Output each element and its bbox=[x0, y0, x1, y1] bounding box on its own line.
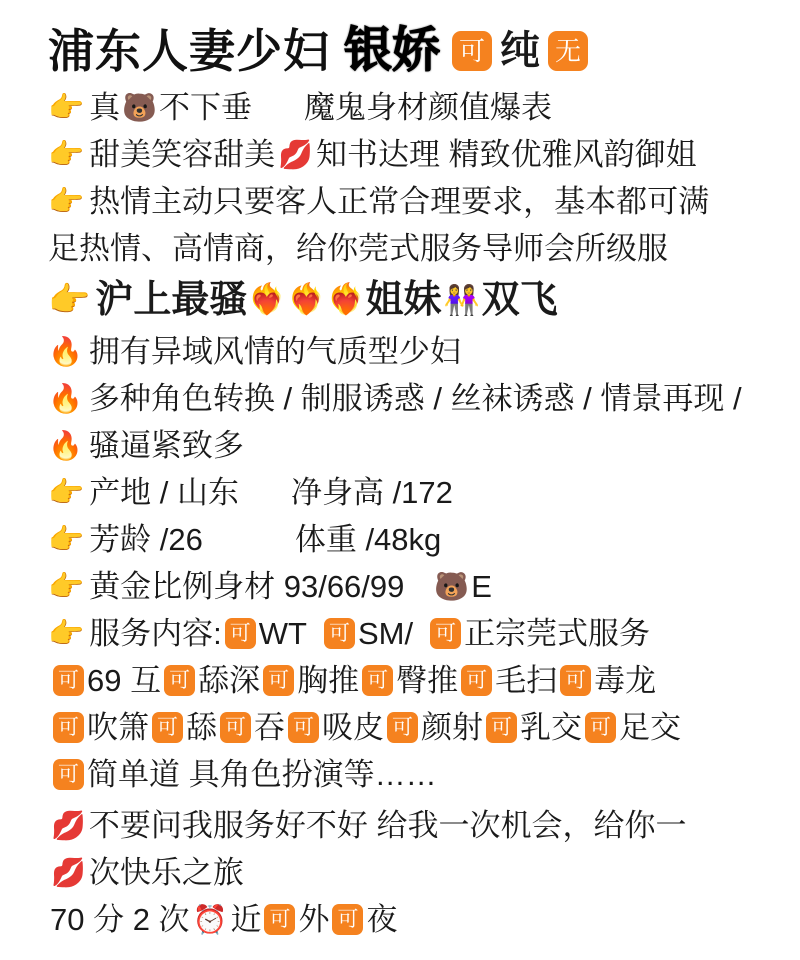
service-item-wt: WT bbox=[258, 616, 307, 651]
list-item bbox=[48, 849, 782, 896]
fire-icon: 🔥 bbox=[48, 381, 83, 415]
bear-icon: 🐻 bbox=[434, 569, 470, 603]
pointing-hand-icon: 👉 bbox=[48, 280, 91, 320]
badge-ke: 可 bbox=[164, 665, 195, 696]
heart-on-fire-icon: ❤️‍🔥 bbox=[327, 282, 365, 317]
line-11-text-a: 黄金比例身材 93/66/99 bbox=[89, 569, 405, 604]
list-item-highlight bbox=[48, 272, 782, 328]
service-tun: 吞 bbox=[254, 710, 285, 745]
line-1-text-b: 不下垂 bbox=[158, 90, 252, 125]
line-18-text-a: 70 分 2 次 bbox=[50, 902, 190, 937]
badge-ke: 可 bbox=[53, 759, 84, 790]
kiss-lips-icon: 💋 bbox=[51, 808, 86, 842]
service-chuixiao: 吹箫 bbox=[87, 710, 149, 745]
line-5-text-c: 双飞 bbox=[481, 279, 558, 321]
pointing-hand-icon: 👉 bbox=[48, 137, 85, 171]
badge-ke-title: 可 bbox=[452, 31, 492, 71]
list-item-continuation bbox=[48, 225, 782, 272]
line-5-text-b: 姐妹 bbox=[365, 279, 442, 321]
service-tuntui: 臀推 bbox=[396, 663, 459, 698]
title-nickname: 银娇 bbox=[344, 24, 441, 77]
badge-ke: 可 bbox=[152, 712, 183, 743]
list-item-services bbox=[48, 751, 782, 798]
list-item bbox=[48, 563, 782, 610]
line-3-text: 热情主动只要客人正常合理要求，基本都可满 bbox=[89, 184, 710, 219]
title-main-text: 浦东人妻少妇 bbox=[48, 25, 330, 77]
badge-ke: 可 bbox=[264, 904, 295, 935]
line-8-text: 骚逼紧致多 bbox=[88, 428, 244, 463]
service-yanshe: 颜射 bbox=[421, 710, 483, 745]
service-xiongtui: 胸推 bbox=[297, 663, 360, 698]
service-item-dongshi: 正宗莞式服务 bbox=[464, 616, 651, 651]
line-4-text: 足热情、高情商，给你莞式服务导师会所级服 bbox=[48, 231, 668, 266]
line-9-text-b: 净身高 /172 bbox=[290, 475, 453, 510]
badge-ke: 可 bbox=[486, 712, 517, 743]
pointing-hand-icon: 👉 bbox=[48, 522, 85, 556]
badge-ke: 可 bbox=[332, 904, 363, 935]
line-2-text-b: 知书达理 精致优雅风韵御姐 bbox=[315, 137, 697, 172]
list-item bbox=[48, 84, 782, 131]
line-15-text: 简单道 具角色扮演等…… bbox=[87, 757, 437, 792]
list-item-services bbox=[48, 657, 782, 704]
badge-ke: 可 bbox=[225, 618, 256, 649]
badge-ke: 可 bbox=[263, 665, 294, 696]
list-item-services bbox=[48, 704, 782, 751]
list-item bbox=[48, 178, 782, 225]
line-7-text: 多种角色转换 / 制服诱惑 / 丝袜诱惑 / 情景再现 / bbox=[88, 381, 742, 416]
kiss-lips-icon: 💋 bbox=[51, 855, 86, 889]
pointing-hand-icon: 👉 bbox=[48, 475, 85, 509]
heart-on-fire-icon: ❤️‍🔥 bbox=[248, 282, 286, 317]
alarm-clock-icon: ⏰ bbox=[192, 902, 228, 936]
service-dulong: 毒龙 bbox=[594, 663, 657, 698]
line-1-text-a: 真 bbox=[89, 90, 121, 125]
list-item bbox=[48, 375, 782, 422]
pointing-hand-icon: 👉 bbox=[48, 184, 85, 218]
service-zujiao: 足交 bbox=[619, 710, 681, 745]
line-17-text: 次快乐之旅 bbox=[88, 855, 244, 890]
badge-ke: 可 bbox=[53, 712, 84, 743]
line-18-text-d: 夜 bbox=[366, 902, 398, 937]
line-18-text-b: 近 bbox=[230, 902, 262, 937]
list-item bbox=[48, 469, 782, 516]
fire-icon: 🔥 bbox=[48, 334, 83, 368]
line-5-text-a: 沪上最骚 bbox=[95, 279, 248, 321]
service-maosao: 毛扫 bbox=[495, 663, 558, 698]
line-16-text: 不要问我服务好不好 给我一次机会，给你一 bbox=[88, 808, 687, 843]
badge-ke: 可 bbox=[288, 712, 319, 743]
badge-ke: 可 bbox=[53, 665, 84, 696]
title-pure-text: 纯 bbox=[500, 29, 541, 73]
line-6-text: 拥有异域风情的气质型少妇 bbox=[88, 334, 461, 369]
badge-ke: 可 bbox=[387, 712, 418, 743]
line-2-text-a: 甜美笑容甜美 bbox=[89, 137, 276, 172]
bear-icon: 🐻 bbox=[122, 90, 157, 124]
services-label: 服务内容: bbox=[89, 616, 222, 651]
pointing-hand-icon: 👉 bbox=[48, 90, 85, 124]
line-1-text-c: 魔鬼身材颜值爆表 bbox=[303, 90, 552, 125]
line-11-text-b: E bbox=[471, 569, 492, 604]
list-item bbox=[48, 328, 782, 375]
service-tianshen: 舔深 bbox=[198, 663, 261, 698]
badge-ke: 可 bbox=[430, 618, 461, 649]
line-18-text-c: 外 bbox=[298, 902, 330, 937]
two-women-icon: 👭 bbox=[443, 282, 480, 317]
badge-ke: 可 bbox=[324, 618, 355, 649]
badge-wu-title: 无 bbox=[548, 31, 588, 71]
pointing-hand-icon: 👉 bbox=[48, 569, 85, 603]
service-xipi: 吸皮 bbox=[322, 710, 384, 745]
service-rujiao: 乳交 bbox=[520, 710, 582, 745]
list-item bbox=[48, 131, 782, 178]
badge-ke: 可 bbox=[585, 712, 616, 743]
list-item-services-header bbox=[48, 610, 782, 657]
service-item-sm: SM/ bbox=[357, 616, 414, 651]
pointing-hand-icon: 👉 bbox=[48, 616, 85, 650]
service-69: 69 互 bbox=[87, 663, 162, 698]
line-9-text-a: 产地 / 山东 bbox=[89, 475, 239, 510]
line-10-text-a: 芳龄 /26 bbox=[89, 522, 203, 557]
list-item bbox=[48, 422, 782, 469]
list-item-pricing bbox=[48, 896, 782, 943]
kiss-lips-icon: 💋 bbox=[278, 137, 313, 171]
badge-ke: 可 bbox=[461, 665, 492, 696]
list-item bbox=[48, 516, 782, 563]
fire-icon: 🔥 bbox=[48, 428, 83, 462]
page-title bbox=[48, 20, 782, 82]
badge-ke: 可 bbox=[560, 665, 591, 696]
badge-ke: 可 bbox=[362, 665, 393, 696]
heart-on-fire-icon: ❤️‍🔥 bbox=[287, 282, 326, 317]
service-tian: 舔 bbox=[186, 710, 217, 745]
badge-ke: 可 bbox=[220, 712, 251, 743]
list-item bbox=[48, 802, 782, 849]
line-10-text-b: 体重 /48kg bbox=[294, 522, 442, 557]
